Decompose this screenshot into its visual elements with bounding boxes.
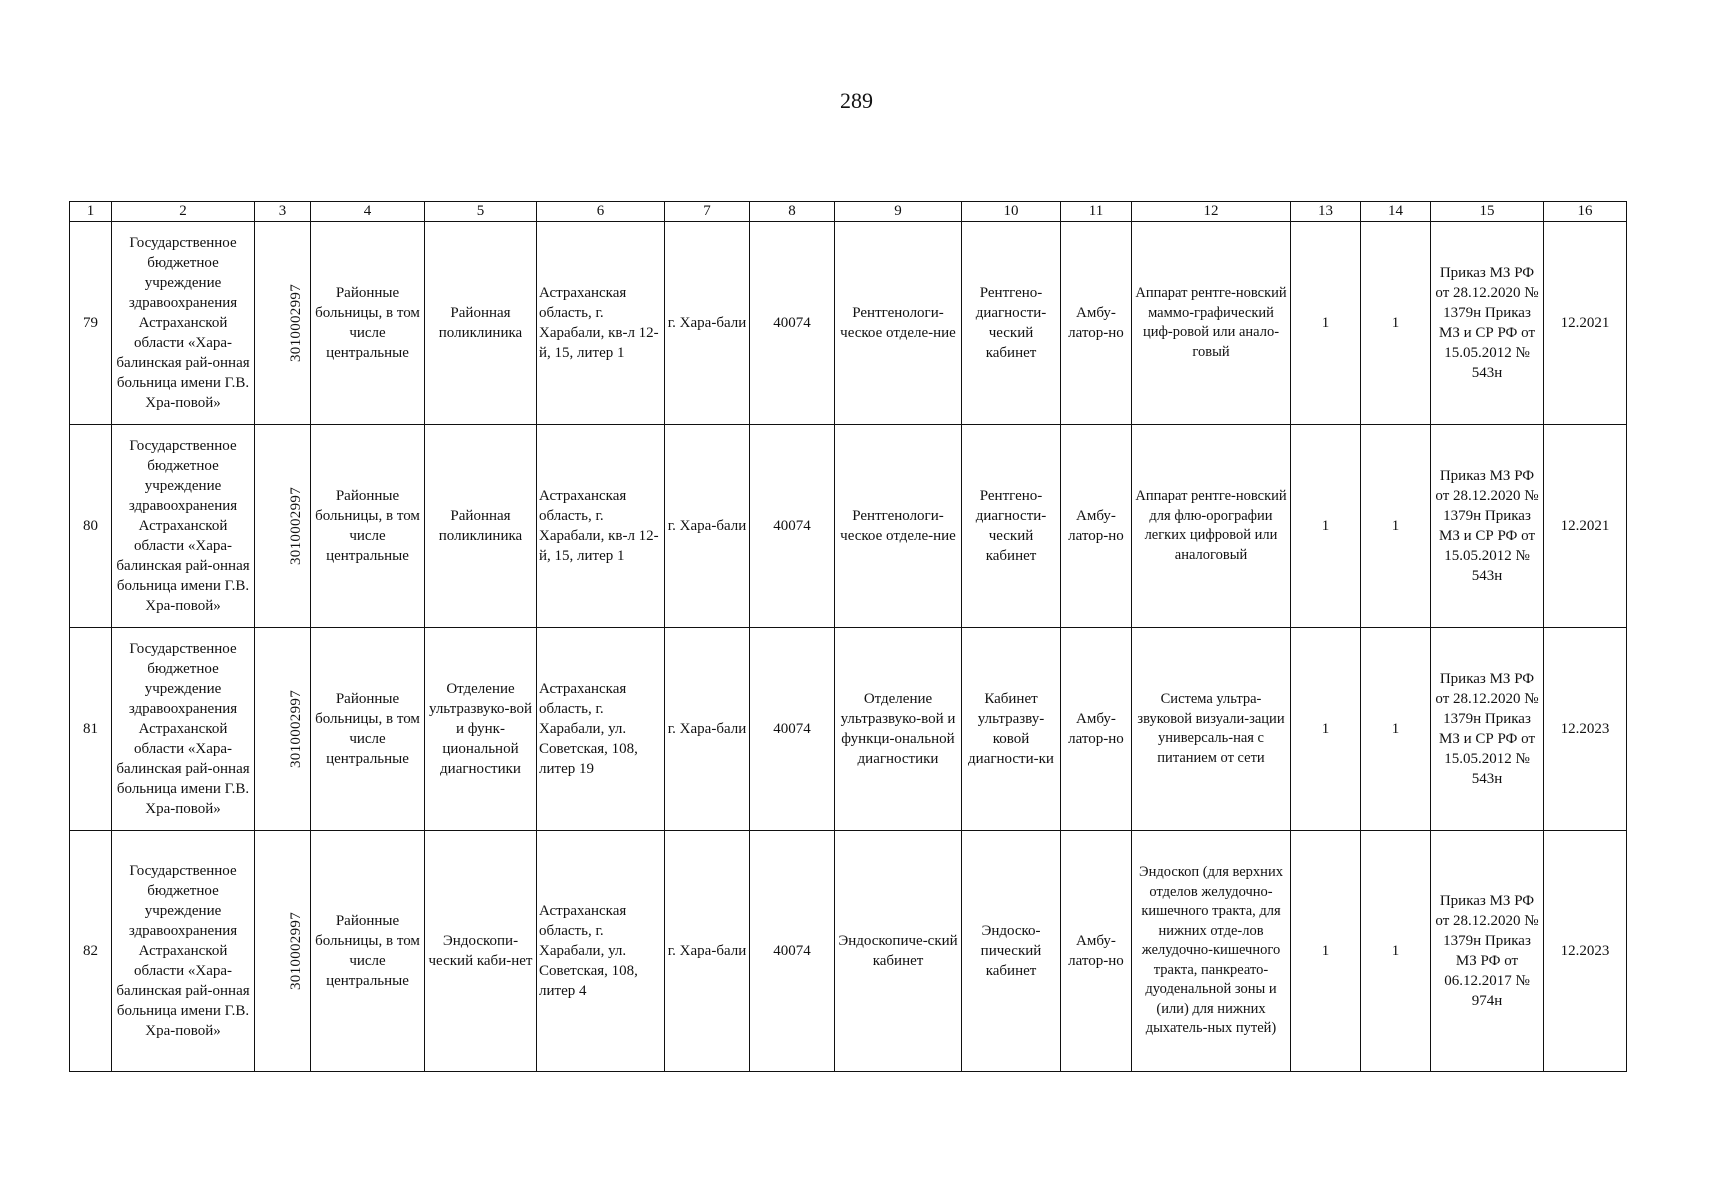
city: г. Хара-бали [665,831,750,1072]
address: Астраханская область, г. Харабали, ул. Советская, 108, литер 19 [537,628,665,831]
column-number: 15 [1431,202,1544,222]
deadline-date: 12.2021 [1544,222,1627,425]
column-number: 12 [1132,202,1291,222]
department: Рентгенологи-ческое отделе-ние [835,425,962,628]
quantity-13: 1 [1291,222,1361,425]
column-number: 16 [1544,202,1627,222]
subdivision: Районная поликлиника [425,425,537,628]
deadline-date: 12.2023 [1544,831,1627,1072]
address: Астраханская область, г. Харабали, ул. Советская, 108, литер 4 [537,831,665,1072]
column-number: 14 [1361,202,1431,222]
hospital-type: Районные больницы, в том числе центральные [311,831,425,1072]
column-number: 7 [665,202,750,222]
oktmo-code: 40074 [750,425,835,628]
column-number: 8 [750,202,835,222]
row-number: 81 [70,628,112,831]
org-code: 3010002997 [288,487,304,565]
org-code-cell [255,222,311,425]
organization-name: Государственное бюджетное учреждение здравоохранения Астраханской области «Хара-балинская рай-онная больница имени Г.В. Хра-повой» [112,222,255,425]
table-row [70,425,1627,628]
equipment-name: Аппарат рентге-новский маммо-графический циф-ровой или анало-говый [1132,222,1291,425]
org-code: 3010002997 [288,690,304,768]
quantity-13: 1 [1291,628,1361,831]
address: Астраханская область, г. Харабали, кв-л 12-й, 15, литер 1 [537,222,665,425]
department: Отделение ультразвуко-вой и функци-ональной диагностики [835,628,962,831]
column-number: 2 [112,202,255,222]
city: г. Хара-бали [665,628,750,831]
column-number: 5 [425,202,537,222]
column-number: 13 [1291,202,1361,222]
organization-name: Государственное бюджетное учреждение здравоохранения Астраханской области «Хара-балинская рай-онная больница имени Г.В. Хра-повой» [112,831,255,1072]
quantity-13: 1 [1291,831,1361,1072]
equipment-name: Система ультра-звуковой визуали-зации универсаль-ная с питанием от сети [1132,628,1291,831]
regulation-order: Приказ МЗ РФ от 28.12.2020 № 1379н Приказ МЗ и СР РФ от 15.05.2012 № 543н [1431,425,1544,628]
equipment-name: Аппарат рентге-новский для флю-орографии легких цифровой или аналоговый [1132,425,1291,628]
oktmo-code: 40074 [750,628,835,831]
org-code-cell [255,831,311,1072]
column-numbers-row [70,202,1627,222]
city: г. Хара-бали [665,425,750,628]
oktmo-code: 40074 [750,831,835,1072]
column-number: 3 [255,202,311,222]
table-row [70,831,1627,1072]
quantity-14: 1 [1361,628,1431,831]
org-code: 3010002997 [288,912,304,990]
org-code: 3010002997 [288,284,304,362]
hospital-type: Районные больницы, в том числе центральные [311,222,425,425]
row-number: 80 [70,425,112,628]
department: Рентгенологи-ческое отделе-ние [835,222,962,425]
department: Эндоскопиче-ский кабинет [835,831,962,1072]
hospital-type: Районные больницы, в том числе центральные [311,425,425,628]
org-code-cell [255,425,311,628]
organization-name: Государственное бюджетное учреждение здравоохранения Астраханской области «Хара-балинская рай-онная больница имени Г.В. Хра-повой» [112,425,255,628]
subdivision: Отделение ультразвуко-вой и функ-циональной диагностики [425,628,537,831]
regulation-order: Приказ МЗ РФ от 28.12.2020 № 1379н Приказ МЗ РФ от 06.12.2017 № 974н [1431,831,1544,1072]
row-number: 82 [70,831,112,1072]
table-row [70,222,1627,425]
org-code-cell [255,628,311,831]
column-number: 10 [962,202,1061,222]
service-mode: Амбу-латор-но [1061,831,1132,1072]
column-number: 6 [537,202,665,222]
hospital-type: Районные больницы, в том числе центральные [311,628,425,831]
subdivision: Эндоскопи-ческий каби-нет [425,831,537,1072]
quantity-14: 1 [1361,222,1431,425]
subdivision: Районная поликлиника [425,222,537,425]
oktmo-code: 40074 [750,222,835,425]
room: Эндоско-пический кабинет [962,831,1061,1072]
quantity-14: 1 [1361,425,1431,628]
service-mode: Амбу-латор-но [1061,425,1132,628]
service-mode: Амбу-латор-но [1061,222,1132,425]
equipment-name: Эндоскоп (для верхних отделов желудочно-кишечного тракта, для нижних отде-лов желудочно-кишечного тракта, панкреато-дуоденальной зоны и (или) для нижних дыхатель-ных путей) [1132,831,1291,1072]
room: Рентгено-диагности-ческий кабинет [962,222,1061,425]
row-number: 79 [70,222,112,425]
page-number: 289 [840,88,873,113]
quantity-13: 1 [1291,425,1361,628]
room: Кабинет ультразву-ковой диагности-ки [962,628,1061,831]
city: г. Хара-бали [665,222,750,425]
quantity-14: 1 [1361,831,1431,1072]
deadline-date: 12.2021 [1544,425,1627,628]
regulation-order: Приказ МЗ РФ от 28.12.2020 № 1379н Приказ МЗ и СР РФ от 15.05.2012 № 543н [1431,222,1544,425]
service-mode: Амбу-латор-но [1061,628,1132,831]
table-row [70,628,1627,831]
column-number: 1 [70,202,112,222]
regulation-order: Приказ МЗ РФ от 28.12.2020 № 1379н Приказ МЗ и СР РФ от 15.05.2012 № 543н [1431,628,1544,831]
room: Рентгено-диагности-ческий кабинет [962,425,1061,628]
column-number: 4 [311,202,425,222]
organization-name: Государственное бюджетное учреждение здравоохранения Астраханской области «Хара-балинская рай-онная больница имени Г.В. Хра-повой» [112,628,255,831]
deadline-date: 12.2023 [1544,628,1627,831]
equipment-table [69,201,1627,1072]
column-number: 9 [835,202,962,222]
column-number: 11 [1061,202,1132,222]
address: Астраханская область, г. Харабали, кв-л 12-й, 15, литер 1 [537,425,665,628]
